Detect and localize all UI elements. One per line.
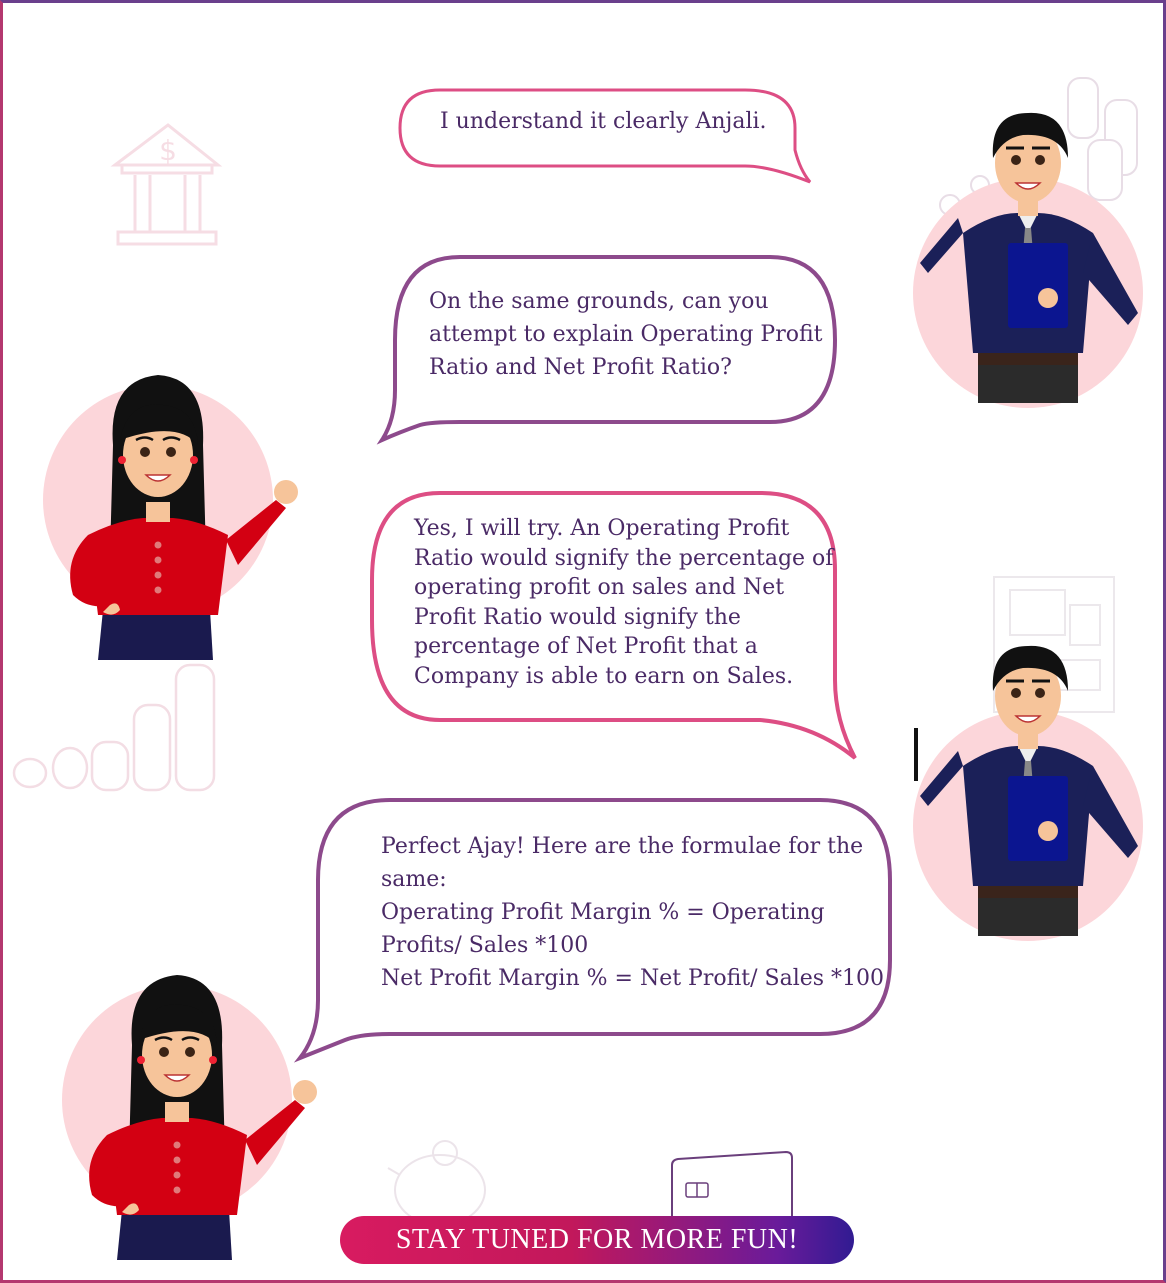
stay-tuned-button[interactable]: STAY TUNED FOR MORE FUN! — [340, 1216, 854, 1264]
piggy-bank-icon — [388, 1141, 485, 1225]
bubble-line: Ratio would signify the percentage of — [414, 545, 834, 571]
bubble-line: percentage of Net Profit that a — [414, 634, 758, 660]
anjali-avatar-bottom — [62, 975, 317, 1260]
bubble-line: Yes, I will try. An Operating Profit — [414, 516, 790, 541]
bubble-line: operating profit on sales and Net — [414, 575, 785, 601]
bubble-line: Operating Profit Margin % = Operating — [381, 900, 825, 925]
bubble-line: attempt to explain Operating Profit — [429, 322, 823, 347]
bubble-line: Perfect Ajay! Here are the formulae for the — [381, 834, 864, 859]
credit-card-icon — [672, 1152, 792, 1218]
bubble-3-text — [414, 514, 833, 692]
bank-icon — [115, 125, 218, 244]
bubble-2-text — [429, 285, 823, 384]
bubble-line: Profits/ Sales *100 — [381, 933, 589, 958]
bubble-line: Company is able to earn on Sales. — [414, 663, 794, 689]
bubble-line: I understand it clearly Anjali. — [440, 109, 767, 134]
svg-text:$: $ — [159, 134, 177, 167]
coins-stack-icon — [14, 665, 214, 790]
bubble-4-text — [381, 830, 884, 995]
bubble-1-text — [440, 105, 767, 138]
bubble-line: Net Profit Margin % = Net Profit/ Sales *100 — [381, 966, 885, 991]
bubble-line: Ratio and Net Profit Ratio? — [429, 355, 732, 380]
anjali-avatar-mid — [43, 375, 298, 660]
bubble-line: same: — [381, 867, 447, 892]
ajay-avatar-mid — [913, 646, 1143, 941]
bubble-line: Profit Ratio would signify the — [414, 604, 741, 630]
bubble-line: On the same grounds, can you — [429, 289, 769, 314]
